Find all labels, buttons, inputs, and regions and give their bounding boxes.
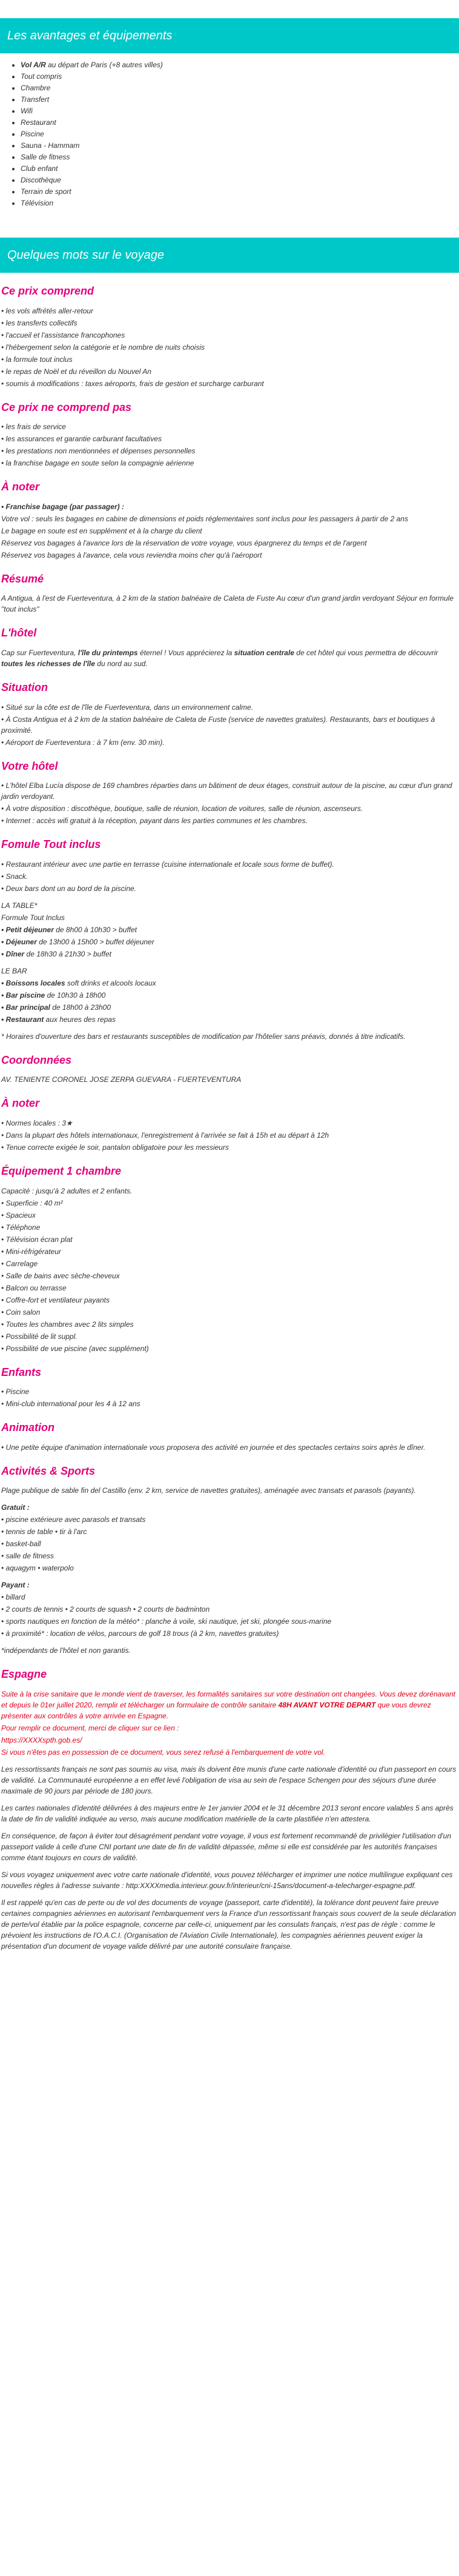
text-line: Formule Tout Inclus [1,913,65,922]
text-run: aux heures des repas [44,1015,116,1024]
text-line: • à proximité* : location de vélos, parcours de golf 18 trous (à 2 km, navettes gratuites) [1,1629,279,1638]
spacer [1,1826,458,1830]
advantage-text: Club enfant [21,164,58,173]
text-line: • Possibilité de lit suppl. [1,1332,78,1341]
text-line: AV. TENIENTE CORONEL JOSE ZERPA GUEVARA - FUERTEVENTURA [1,1075,242,1084]
text-line: • Toutes les chambres avec 2 lits simples [1,1320,134,1329]
text-line: • l'hébergement selon la catégorie et le nombre de nuits choisis [1,342,205,352]
text-line: • Deux bars dont un au bord de la piscine. [1,884,137,893]
section-title: Équipement 1 chambre [1,1164,122,1177]
section-title: Activités & Sports [1,1464,96,1477]
text-run: de 18h00 à 23h00 [50,1003,111,1012]
section [0,481,459,561]
section [0,838,459,1042]
advantage-text: au départ de Paris (+8 autres villes) [45,61,163,69]
spacer [1,895,458,900]
section [0,681,459,748]
text-line: • Balcon ou terrasse [1,1283,67,1292]
text-line: • Internet : accès wifi gratuit à la réception, payant dans les parties communes et les chambres. [1,816,308,826]
advantage-text: Sauna - Hammam [21,141,80,150]
text-bold: • Petit déjeuner [1,925,54,934]
text-line: • Spacieux [1,1210,36,1220]
advantage-text: Télévision [21,199,54,207]
text-line: • les frais de service [1,422,66,432]
text-line: Capacité : jusqu'à 2 adultes et 2 enfants. [1,1186,133,1195]
text-run: de cet hôtel qui vous permettra de découvrir [294,648,438,657]
spacer [1,1640,458,1645]
spacer [1,1798,458,1803]
text-line: • 2 courts de tennis • 2 courts de squash • 2 courts de badminton [1,1605,210,1614]
text-bold: • Franchise bagage (par passager) : [1,502,124,511]
text-line: • Superficie : 40 m² [1,1198,63,1207]
text-run: soft drinks et alcools locaux [65,978,156,987]
text-line: • Snack. [1,872,28,881]
text-line [1,924,458,935]
advantage-item [21,59,459,70]
advantage-item [21,175,459,185]
text-bold: toutes les richesses de l'île [1,659,95,668]
text-line [1,647,458,669]
text-line: En conséquence, de façon à éviter tout désagrément pendant votre voyage, il vous est fortement recommandé de privilégier l'utilisation d'un passeport valide à celle d'une CNI portant une date de fin de validité dépassée, même si elle est considérée par les autorités françaises comme étant toujours en cours de validité. [1,1831,452,1862]
section-title: Votre hôtel [1,759,58,772]
text-line: • L'hôtel Elba Lucía dispose de 169 chambres réparties dans un bâtiment de deux étages, construit autour de la piscine, au cœur d'un grand jardin verdoyant. [1,781,452,801]
text-line: https://XXXXspth.gob.es/ [1,1735,82,1744]
text-line: • les transferts collectifs [1,318,78,327]
advantage-text: Transfert [21,95,50,104]
text-line: • Dans la plupart des hôtels internationaux, l'enregistrement à l'arrivée se fait à 15h et au départ à 12h [1,1130,329,1140]
text-line: Les cartes nationales d'identité délivrées à des majeurs entre le 1er janvier 2004 et le 31 décembre 2013 seront encore valables 5 ans après la date de fin de validité indiquée au verso, mais aucune modification matérielle de la carte plastifiée n'en attestera. [1,1803,454,1823]
spacer [1,1892,458,1897]
text-line: • piscine extérieure avec parasols et transats [1,1515,146,1524]
text-run: de 13h00 à 15h00 > buffet déjeuner [36,937,154,946]
text-line: Si vous n'êtes pas en possession de ce document, vous serez refusé à l'embarquement de votre vol. [1,1747,325,1757]
text-line: • aquagym • waterpolo [1,1564,74,1573]
spacer [1,1864,458,1869]
text-run: du nord au sud. [94,659,148,668]
section [0,1366,459,1410]
section-title: Animation [1,1421,54,1434]
advantage-text: Chambre [21,84,51,92]
text-line [1,1014,458,1025]
text-run: de 18h30 à 21h30 > buffet [24,949,112,958]
text-line: • salle de fitness [1,1552,54,1561]
text-line: Si vous voyagez uniquement avec votre carte nationale d'identité, vous pouvez télécharger et imprimer une notice multilingue expliquant ces nouvelles règles à l'adresse suivante : http:XXXXmedia.interieur.gouv.fr/interieur/cni-15ans/document-a-telecharger-espagne.pdf. [1,1870,453,1890]
text-run: Suite à la crise sanitaire que le monde vient de traverser, les formalités sanitaires sur votre destination ont changées. Vous devez dorénavant et depuis le 01er juillet 2020, remplir et télécharger un formulaire de contrôle sanitaire [1,1689,455,1709]
spacer [1,1026,458,1031]
section [0,285,459,389]
text-line: *indépendants de l'hôtel et non garantis. [1,1646,131,1655]
text-line: • Possibilité de vue piscine (avec supplément) [1,1344,149,1353]
advantages-list [0,59,459,209]
text-line: Plage publique de sable fin del Castillo (env. 2 km, service de navettes gratuites), aménagée avec transats et parasols (payants). [1,1486,416,1495]
section [0,627,459,669]
text-line: • Télévision écran plat [1,1235,73,1244]
advantage-item [21,71,459,82]
text-run: de 10h30 à 18h00 [45,990,106,999]
text-bold: • Restaurant [1,1015,44,1024]
section-title: Résumé [1,572,44,585]
text-line [1,1002,458,1013]
spacer [1,1497,458,1502]
text-line [1,936,458,947]
advantage-item [21,128,459,139]
advantage-item [21,163,459,174]
advantage-item [21,117,459,128]
text-line [1,1580,458,1590]
text-bold: 48H AVANT VOTRE DEPART [278,1700,376,1709]
section [0,1097,459,1153]
text-line: • Mini-réfrigérateur [1,1247,61,1256]
text-line: • les assurances et garantie carburant facultatives [1,435,162,444]
text-line [1,1502,458,1513]
text-line [1,1689,458,1721]
text-line: • billard [1,1593,25,1602]
spacer [1,1759,458,1764]
text-line: • les vols affrétés aller-retour [1,306,94,315]
advantage-bold: Vol A/R [21,61,46,69]
section-title: Coordonnées [1,1053,72,1066]
text-line: Pour remplir ce document, merci de cliquer sur ce lien : [1,1723,179,1732]
section-band-keywords: Quelques mots sur le voyage [0,238,459,273]
text-line: • les prestations non mentionnées et dépenses personnelles [1,447,196,456]
text-line: • le repas de Noël et du réveillon du Nouvel An [1,367,151,376]
text-bold: situation centrale [234,648,294,657]
section-title: À noter [1,481,39,493]
text-line: • Salle de bains avec sèche-cheveux [1,1271,120,1280]
advantage-text: Wifi [21,107,33,115]
section-title: L'hôtel [1,627,37,639]
trip-details [0,285,459,1952]
section [0,1054,459,1086]
text-line: • la formule tout inclus [1,355,73,364]
text-bold: • Bar principal [1,1003,50,1012]
section [0,760,459,827]
text-line [1,949,458,959]
text-line: * Horaires d'ouverture des bars et restaurants susceptibles de modification par l'hôtelier sans préavis, donnés à titre indicatifs. [1,1032,406,1041]
section-band-advantages: Les avantages et équipements [0,18,459,53]
advantage-text: Tout compris [21,72,62,81]
text-line [1,501,458,512]
advantage-text: Piscine [21,130,44,138]
advantage-text: Terrain de sport [21,187,71,196]
section-title: Situation [1,681,48,693]
text-run: éternel ! Vous apprécierez la [137,648,234,657]
section-title: Enfants [1,1366,42,1378]
text-line: • soumis à modifications : taxes aéroports, frais de gestion et surcharge carburant [1,379,264,388]
advantage-item [21,198,459,209]
advantage-item [21,82,459,93]
section-title: Espagne [1,1668,47,1681]
spacer [1,961,458,966]
text-line: • tennis de table • tir à l'arc [1,1527,87,1537]
text-line [1,978,458,989]
text-line [1,990,458,1001]
text-line: • Situé sur la côte est de l'île de Fuerteventura, dans un environnement calme. [1,702,254,712]
advantage-text: Salle de fitness [21,153,70,161]
text-line: • Coin salon [1,1307,41,1316]
spacer [1,1575,458,1580]
text-line: Réservez vos bagages à l'avance lors de la réservation de votre voyage, vous épargnerez du temps et de l'argent [1,538,367,547]
advantage-item [21,105,459,116]
text-line: • basket-ball [1,1540,41,1549]
text-line: Le bagage en soute est en supplément et à la charge du client [1,526,202,535]
text-line: • Tenue correcte exigée le soir, pantalon obligatoire pour les messieurs [1,1143,229,1152]
text-bold: • Déjeuner [1,937,37,946]
advantage-text: Restaurant [21,118,56,127]
section [0,401,459,469]
text-bold: • Bar piscine [1,990,45,999]
text-line: • Restaurant intérieur avec une partie en terrasse (cuisine internationale et locale sous forme de buffet). [1,859,334,869]
advantage-item [21,186,459,197]
text-line: LA TABLE* [1,901,38,910]
text-run: Cap sur Fuerteventura, [1,648,78,657]
text-bold: Gratuit : [1,1503,30,1512]
text-bold: l'île du printemps [78,648,138,657]
text-line: A Antigua, à l'est de Fuerteventura, à 2 km de la station balnéaire de Caleta de Fuste Au cœur d'un grand jardin verdoyant Séjour en formule "tout inclus" [1,594,454,614]
text-bold: • Dîner [1,949,25,958]
advantage-item [21,152,459,162]
section-title: Fomule Tout inclus [1,838,101,851]
text-line: • Une petite équipe d'animation internationale vous proposera des activité en journée et des spectacles certains soirs après le dîner. [1,1443,426,1452]
text-run: que vous devrez présenter aux contrôles à votre arrivée en Espagne. [1,1700,431,1720]
section [0,1421,459,1453]
text-line: • À votre disposition : discothèque, boutique, salle de réunion, location de voitures, salle de réunion, ascenseurs. [1,804,363,813]
text-line: • Aéroport de Fuerteventura : à 7 km (env. 30 min). [1,738,165,747]
text-line: Réservez vos bagages à l'avance, cela vous reviendra moins cher qu'à l'aéroport [1,550,262,559]
advantage-item [21,140,459,151]
text-line: • Coffre-fort et ventilateur payants [1,1295,110,1304]
section [0,1465,459,1657]
section [0,1165,459,1354]
text-run: de 8h00 à 10h30 > buffet [53,925,137,934]
text-line: • Carrelage [1,1259,38,1268]
section-title: Ce prix ne comprend pas [1,401,132,413]
section [0,573,459,615]
text-line: • la franchise bagage en soute selon la compagnie aérienne [1,459,194,468]
text-line: • Mini-club international pour les 4 à 12 ans [1,1400,140,1409]
text-line: • Piscine [1,1387,30,1396]
text-line: LE BAR [1,966,27,975]
text-line: • À Costa Antigua et à 2 km de la station balnéaire de Caleta de Fuste (service de navettes gratuites). Restaurants, bars et boutiques à proximité. [1,715,435,735]
advantage-text: Discothèque [21,176,61,184]
text-line: • Normes locales : 3★ [1,1118,73,1127]
text-bold: Payant : [1,1581,30,1590]
section [0,1668,459,1952]
advantage-item [21,94,459,105]
text-line: Votre vol : seuls les bagages en cabine de dimensions et poids réglementaires sont inclus pour les passagers à partir de 2 ans [1,514,408,523]
text-line: Il est rappelé qu'en cas de perte ou de vol des documents de voyage (passeport, carte d'identité), la tolérance dont peuvent faire preuve certaines compagnies aériennes en autorisant l'embarquement vers la France d'un ressortissant français sous couvert de la seule déclaration de perte/vol établie par la police espagnole, concerne par celle-ci, uniquement par les consulats français, n'est pas de règle : comme le prévoient les instructions de l'O.A.C.I. (Organisation de l'Aviation Civile Internationale), les compagnies aériennes peuvent exiger la présentation d'un document de voyage valide délivré par une autorité consulaire française. [1,1898,456,1950]
text-line: • Téléphone [1,1223,41,1232]
section-title: À noter [1,1097,39,1110]
text-line: • sports nautiques en fonction de la météo* : planche à voile, ski nautique, jet ski, plongée sous-marine [1,1617,332,1626]
text-bold: • Boissons locales [1,978,65,987]
text-line: Les ressortissants français ne sont pas soumis au visa, mais ils doivent être munis d'une carte nationale d'identité ou d'un passeport en cours de validité. La Communauté européenne a en effet levé l'obligation de visa au sein de l'espace Schengen pour des séjours d'une durée maximale de 90 jours par période de 180 jours. [1,1764,457,1795]
section-title: Ce prix comprend [1,285,94,297]
text-line: • l'accueil et l'assistance francophones [1,330,125,339]
